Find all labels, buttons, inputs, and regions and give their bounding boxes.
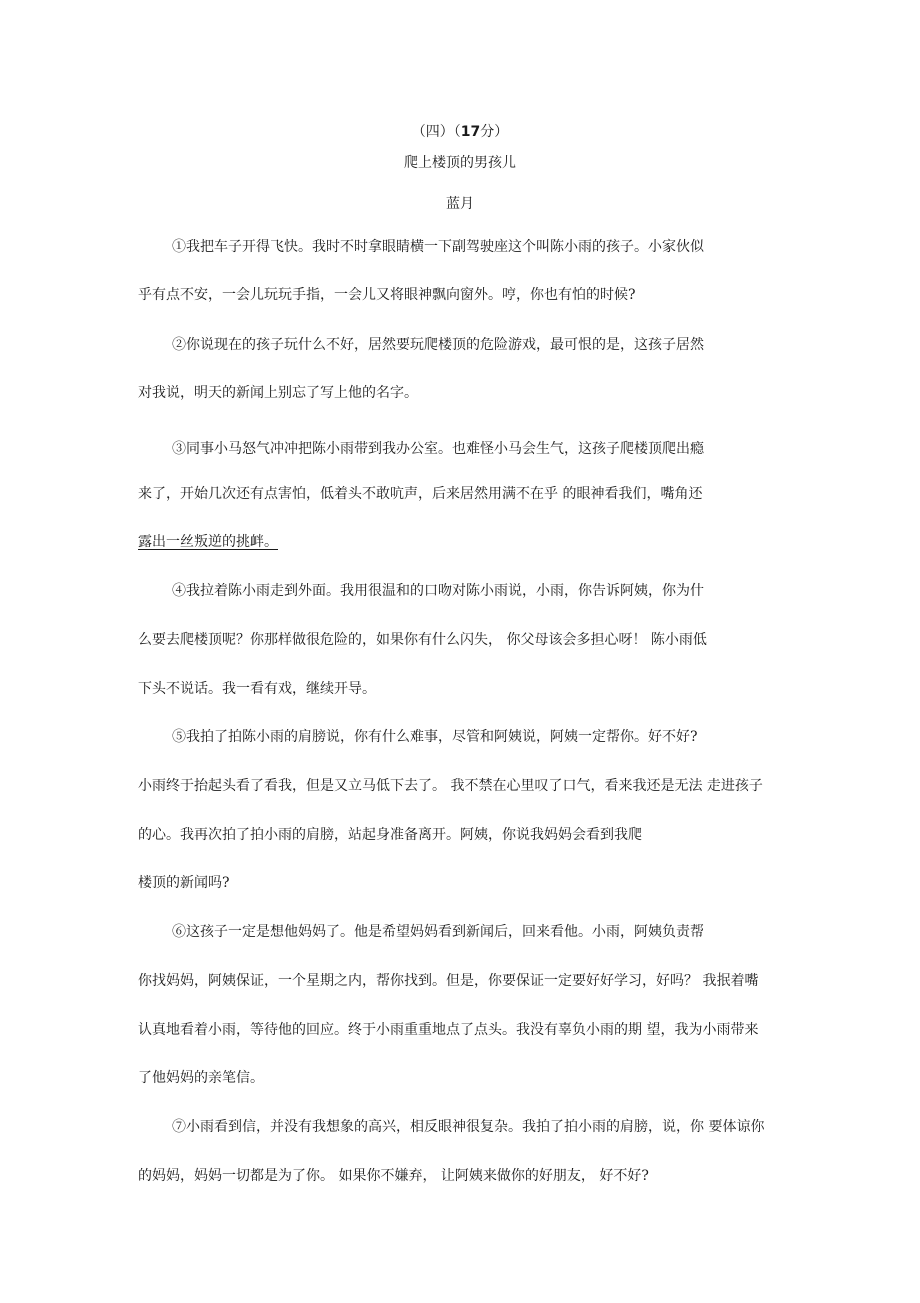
paragraph-3-line-3 (0, 532, 920, 552)
paragraph-1-line-2: 乎有点不安，一会儿玩玩手指，一会儿又将眼神飘向窗外。哼，你也有怕的时候? (138, 287, 636, 303)
paragraph-3-line-2: 来了，开始几次还有点害怕，低着头不敢吭声，后来居然用满不在乎 的眼神看我们，嘴角还 (138, 486, 703, 502)
section-suffix: 分） (480, 124, 509, 140)
paragraph-6-line-2: 你找妈妈，阿姨保证，一个星期之内，帮你找到。但是，你要保证一定要好好学习，好吗？ 我抿着嘴 (138, 973, 759, 989)
section-prefix: （四）（ (411, 124, 461, 140)
paragraph-5-line-4: 楼顶的新闻吗? (138, 875, 230, 891)
paragraph-6-line-1: ⑥这孩子一定是想他妈妈了。他是希望妈妈看到新闻后，回来看他。小雨，阿姨负责帮 (172, 924, 704, 940)
paragraph-6-line-3: 认真地看着小雨，等待他的回应。终于小雨重重地点了点头。我没有辜负小雨的期 望，我为小雨带来 (138, 1022, 759, 1038)
paragraph-2-line-1: ②你说现在的孩子玩什么不好，居然要玩爬楼顶的危险游戏，最可恨的是，这孩子居然 (172, 337, 704, 353)
paragraph-5-line-2: 小雨终于抬起头看了看我，但是又立马低下去了。 我不禁在心里叹了口气，看来我还是无法 走进孩子 (138, 778, 763, 794)
article-author: 蓝月 (446, 196, 474, 212)
paragraph-4-line-2: 么要去爬楼顶呢？你那样做很危险的，如果你有什么闪失， 你父母该会多担心呀！ 陈小雨低 (138, 632, 707, 648)
paragraph-5-line-3: 的心。我再次拍了拍小雨的肩膀，站起身准备离开。阿姨，你说我妈妈会看到我爬 (138, 827, 642, 843)
section-heading (0, 122, 920, 142)
section-score: 17 (460, 124, 481, 140)
paragraph-4-line-3: 下头不说话。我一看有戏，继续开导。 (138, 681, 376, 697)
paragraph-1-line-1: ①我把车子开得飞快。我时不时拿眼睛横一下副驾驶座这个叫陈小雨的孩子。小家伙似 (172, 239, 704, 255)
paragraph-6-line-4: 了他妈妈的亲笔信。 (138, 1070, 264, 1086)
paragraph-5-line-1: ⑤我拍了拍陈小雨的肩膀说，你有什么难事，尽管和阿姨说，阿姨一定帮你。好不好? (172, 729, 698, 745)
paragraph-7-line-1: ⑦小雨看到信，并没有我想象的高兴，相反眼神很复杂。我拍了拍小雨的肩膀，说，你 要体谅你 (172, 1119, 765, 1135)
paragraph-4-line-1: ④我拉着陈小雨走到外面。我用很温和的口吻对陈小雨说，小雨，你告诉阿姨，你为什 (172, 583, 704, 599)
article-title: 爬上楼顶的男孩儿 (404, 155, 516, 171)
paragraph-7-line-2: 的妈妈，妈妈一切都是为了你。 如果你不嫌弃， 让阿姨来做你的好朋友， 好不好? (138, 1168, 649, 1184)
paragraph-2-line-2: 对我说，明天的新闻上别忘了写上他的名字。 (138, 385, 418, 401)
paragraph-3-line-1: ③同事小马怒气冲冲把陈小雨带到我办公室。也难怪小马会生气，这孩子爬楼顶爬出瘾 (172, 441, 704, 457)
underlined-phrase: 露出一丝叛逆的挑衅。 (138, 534, 278, 550)
